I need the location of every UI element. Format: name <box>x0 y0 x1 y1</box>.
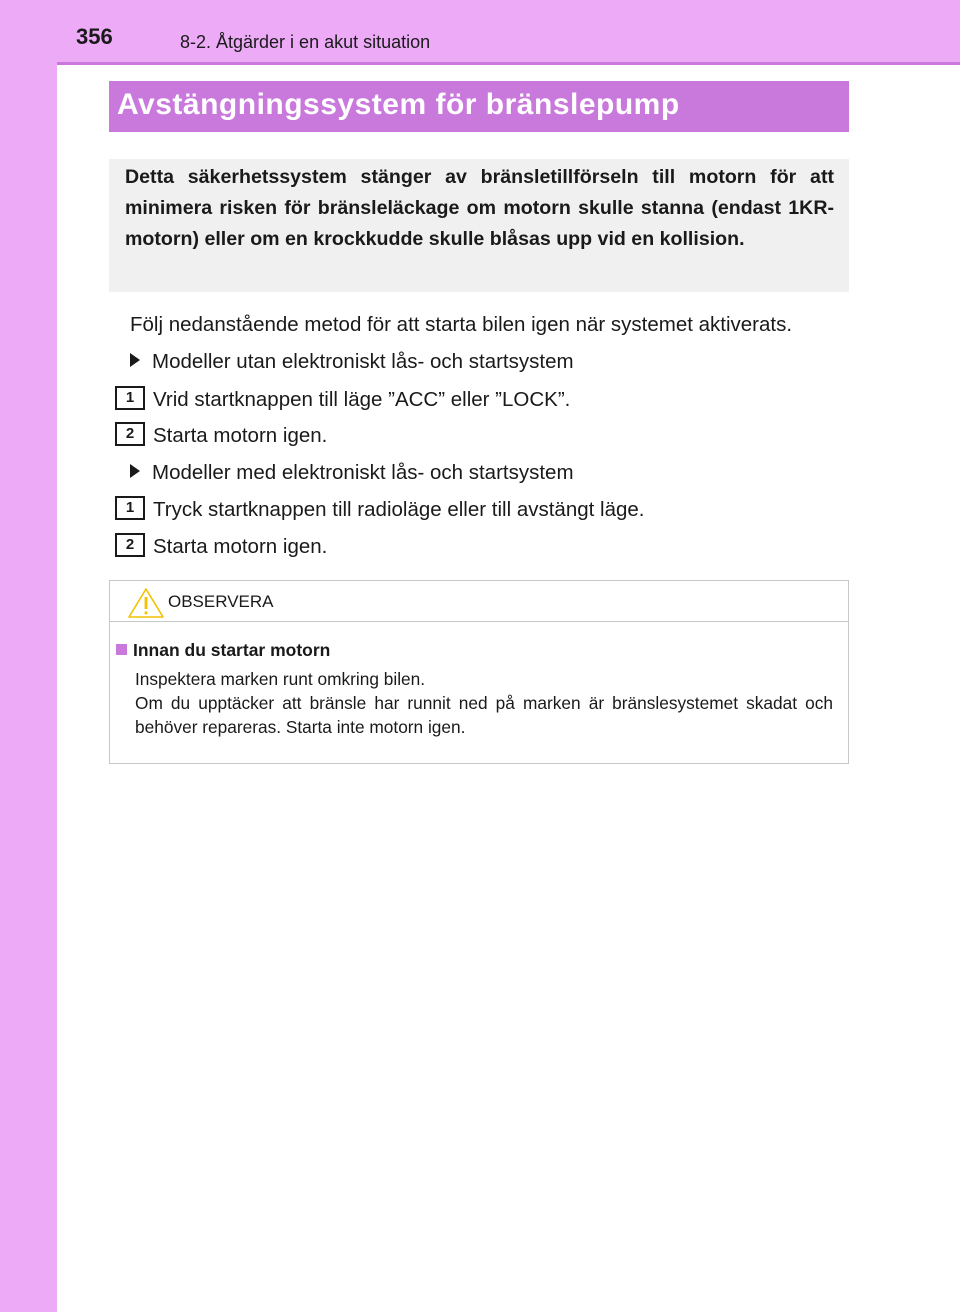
caution-box <box>109 580 849 764</box>
caution-line: Inspektera marken runt omkring bilen. <box>135 669 426 689</box>
caution-label: OBSERVERA <box>168 592 274 611</box>
header-color-band <box>0 0 960 62</box>
side-color-band <box>0 0 57 1312</box>
section-header: 8-2. Åtgärder i en akut situation <box>180 32 431 52</box>
procedure-heading-text: Modeller utan elektroniskt lås- och startsystem <box>152 350 574 373</box>
square-bullet-icon <box>116 644 127 655</box>
step-text: Starta motorn igen. <box>153 535 328 558</box>
procedure-heading <box>130 461 574 485</box>
caution-subheading <box>116 640 833 661</box>
caution-line: Om du upptäcker att bränsle har runnit ned på marken är bränslesystemet skadat och behöver repareras. Starta inte motorn igen. <box>135 693 833 737</box>
intro-text: Detta säkerhetssystem stänger av bränsletillförseln till motorn för att minimera risken för bränsleläckage om motorn skulle stanna (endast 1KR-motorn) eller om en krockkudde skulle blåsas upp vid en kollision. <box>125 166 834 250</box>
arrow-right-icon <box>130 464 140 478</box>
step-number-badge: 1 <box>115 386 145 410</box>
caution-subheading-text: Innan du startar motorn <box>133 640 331 660</box>
procedure-heading <box>130 350 574 374</box>
caution-body <box>110 622 848 739</box>
step-text: Tryck startknappen till radioläge eller till avstängt läge. <box>153 498 645 521</box>
header-rule <box>57 62 960 65</box>
step-text: Starta motorn igen. <box>153 424 328 447</box>
step-number-badge: 2 <box>115 422 145 446</box>
intro-box <box>109 159 849 292</box>
section-title-bar <box>109 81 849 132</box>
arrow-right-icon <box>130 353 140 367</box>
caution-text <box>135 667 833 739</box>
step-number-badge: 2 <box>115 533 145 557</box>
step-number-badge: 1 <box>115 496 145 520</box>
caution-header <box>110 581 848 622</box>
step-text: Vrid startknappen till läge ”ACC” eller ”LOCK”. <box>153 388 571 411</box>
lead-paragraph: Följ nedanstående metod för att starta bilen igen när systemet aktiverats. <box>130 313 793 336</box>
warning-triangle-icon <box>127 587 165 619</box>
page-number: 356 <box>76 24 113 49</box>
procedure-heading-text: Modeller med elektroniskt lås- och startsystem <box>152 461 574 484</box>
section-title: Avstängningssystem för bränslepump <box>117 88 680 121</box>
